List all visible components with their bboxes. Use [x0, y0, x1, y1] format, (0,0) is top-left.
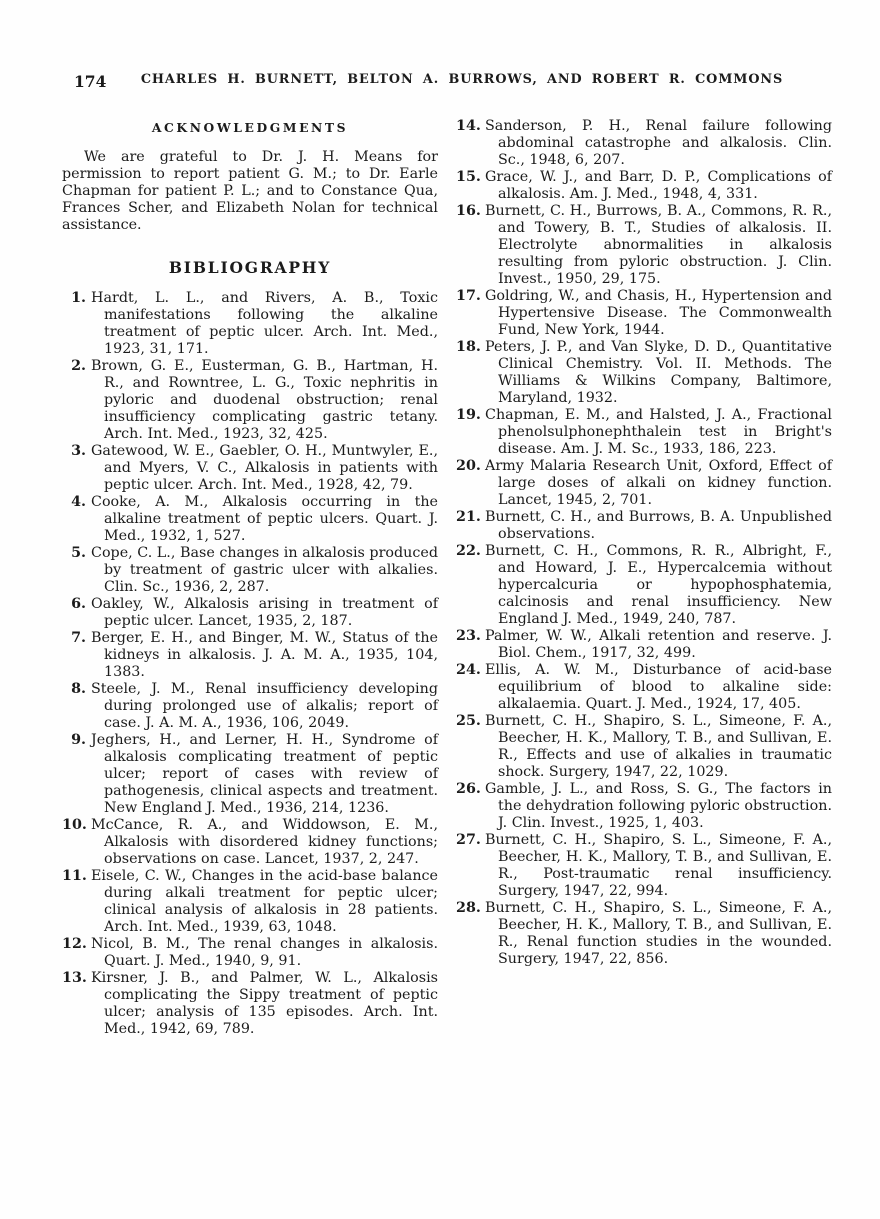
reference-text: Jeghers, H., and Lerner, H. H., Syndrome of alkalosis complicating treatment of peptic ulcer; report of cases with review of pathogenesis, clinical aspects and treatment. New England J. Med., 1936, 214, 1236.: [91, 732, 438, 816]
reference-text: Burnett, C. H., and Burrows, B. A. Unpublished observations.: [485, 509, 832, 542]
reference-text: Burnett, C. H., Shapiro, S. L., Simeone, F. A., Beecher, H. K., Mallory, T. B., and Sullivan, E. R., Post-traumatic renal insufficiency. Surgery, 1947, 22, 994.: [485, 832, 832, 899]
reference-item: [62, 596, 438, 630]
reference-text: Chapman, E. M., and Halsted, J. A., Fractional phenolsulphonephthalein test in Bright's disease. Am. J. M. Sc., 1933, 186, 223.: [485, 407, 832, 457]
reference-item: [456, 832, 832, 900]
reference-number: 24.: [456, 662, 481, 678]
reference-item: [456, 543, 832, 628]
reference-text: Gatewood, W. E., Gaebler, O. H., Muntwyler, E., and Myers, V. C., Alkalosis in patients with peptic ulcer. Arch. Int. Med., 1928, 42, 79.: [91, 443, 438, 493]
reference-item: [456, 662, 832, 713]
reference-number: 5.: [71, 545, 86, 561]
reference-item: [456, 713, 832, 781]
reference-text: Gamble, J. L., and Ross, S. G., The factors in the dehydration following pyloric obstruction. J. Clin. Invest., 1925, 1, 403.: [485, 781, 832, 831]
left-column: [62, 118, 438, 1038]
reference-number: 25.: [456, 713, 481, 729]
reference-number: 9.: [71, 732, 86, 748]
reference-number: 1.: [71, 290, 86, 306]
reference-number: 3.: [71, 443, 86, 459]
reference-number: 17.: [456, 288, 481, 304]
reference-number: 7.: [71, 630, 86, 646]
reference-number: 11.: [62, 868, 87, 884]
reference-number: 27.: [456, 832, 481, 848]
reference-item: [62, 970, 438, 1038]
reference-item: [62, 290, 438, 358]
reference-item: [456, 118, 832, 169]
reference-item: [62, 936, 438, 970]
reference-number: 21.: [456, 509, 481, 525]
reference-number: 6.: [71, 596, 86, 612]
reference-text: Berger, E. H., and Binger, M. W., Status of the kidneys in alkalosis. J. A. M. A., 1935, 104, 1383.: [91, 630, 438, 680]
reference-text: Peters, J. P., and Van Slyke, D. D., Quantitative Clinical Chemistry. Vol. II. Methods. The Williams & Wilkins Company, Baltimore, Maryland, 1932.: [485, 339, 832, 406]
reference-item: [456, 900, 832, 968]
reference-item: [456, 407, 832, 458]
reference-text: Burnett, C. H., Burrows, B. A., Commons, R. R., and Towery, B. T., Studies of alkalosis. II. Electrolyte abnormalities in alkalosis resulting from pyloric obstruction. J. Clin. Invest., 1950, 29, 175.: [485, 203, 832, 287]
acknowledgments-paragraph: We are grateful to Dr. J. H. Means for permission to report patient G. M.; to Dr. Earle Chapman for patient P. L.; and to Constance Qua, Frances Scher, and Elizabeth Nolan for technical assistance.: [62, 149, 438, 233]
reference-item: [62, 817, 438, 868]
reference-item: [456, 339, 832, 407]
reference-item: [456, 203, 832, 288]
reference-item: [456, 509, 832, 543]
reference-item: [62, 630, 438, 681]
reference-item: [62, 681, 438, 732]
reference-text: Brown, G. E., Eusterman, G. B., Hartman, H. R., and Rowntree, L. G., Toxic nephritis in pyloric and duodenal obstruction; renal insufficiency complicating gastric tetany. Arch. Int. Med., 1923, 32, 425.: [91, 358, 438, 442]
reference-text: Palmer, W. W., Alkali retention and reserve. J. Biol. Chem., 1917, 32, 499.: [485, 628, 832, 661]
reference-number: 19.: [456, 407, 481, 423]
reference-text: Burnett, C. H., Commons, R. R., Albright, F., and Howard, J. E., Hypercalcemia without hypercalcuria or hypophosphatemia, calcinosis and renal insufficiency. New England J. Med., 1949, 240, 787.: [485, 543, 832, 627]
reference-number: 23.: [456, 628, 481, 644]
reference-text: Cooke, A. M., Alkalosis occurring in the alkaline treatment of peptic ulcers. Quart. J. Med., 1932, 1, 527.: [91, 494, 438, 544]
reference-text: Burnett, C. H., Shapiro, S. L., Simeone, F. A., Beecher, H. K., Mallory, T. B., and Sullivan, E. R., Renal function studies in the wounded. Surgery, 1947, 22, 856.: [485, 900, 832, 967]
reference-text: Kirsner, J. B., and Palmer, W. L., Alkalosis complicating the Sippy treatment of peptic ulcer; analysis of 135 episodes. Arch. Int. Med., 1942, 69, 789.: [91, 970, 438, 1037]
two-column-body: [62, 118, 832, 1038]
reference-item: [456, 169, 832, 203]
reference-item: [62, 545, 438, 596]
acknowledgments-heading: ACKNOWLEDGMENTS: [151, 120, 349, 135]
reference-number: 13.: [62, 970, 87, 986]
reference-text: Burnett, C. H., Shapiro, S. L., Simeone, F. A., Beecher, H. K., Mallory, T. B., and Sullivan, E. R., Effects and use of alkalies in traumatic shock. Surgery, 1947, 22, 1029.: [485, 713, 832, 780]
reference-text: Cope, C. L., Base changes in alkalosis produced by treatment of gastric ulcer with alkalies. Clin. Sc., 1936, 2, 287.: [91, 545, 438, 595]
reference-text: Grace, W. J., and Barr, D. P., Complications of alkalosis. Am. J. Med., 1948, 4, 331.: [485, 169, 832, 202]
reference-text: Eisele, C. W., Changes in the acid-base balance during alkali treatment for peptic ulcer; clinical analysis of alkalosis in 28 patients. Arch. Int. Med., 1939, 63, 1048.: [91, 868, 438, 935]
reference-item: [62, 494, 438, 545]
running-head: CHARLES H. BURNETT, BELTON A. BURROWS, AND ROBERT R. COMMONS: [140, 72, 784, 87]
reference-text: Goldring, W., and Chasis, H., Hypertension and Hypertensive Disease. The Commonwealth Fund, New York, 1944.: [485, 288, 832, 338]
reference-item: [62, 732, 438, 817]
reference-number: 10.: [62, 817, 87, 833]
reference-text: Hardt, L. L., and Rivers, A. B., Toxic manifestations following the alkaline treatment of peptic ulcer. Arch. Int. Med., 1923, 31, 171.: [91, 290, 438, 357]
reference-item: [456, 458, 832, 509]
reference-text: Sanderson, P. H., Renal failure following abdominal catastrophe and alkalosis. Clin. Sc., 1948, 6, 207.: [485, 118, 832, 168]
bibliography-heading: BIBLIOGRAPHY: [168, 258, 332, 277]
reference-item: [62, 358, 438, 443]
reference-number: 18.: [456, 339, 481, 355]
reference-number: 22.: [456, 543, 481, 559]
reference-number: 12.: [62, 936, 87, 952]
reference-text: Oakley, W., Alkalosis arising in treatment of peptic ulcer. Lancet, 1935, 2, 187.: [91, 596, 438, 629]
reference-number: 2.: [71, 358, 86, 374]
right-column: [456, 118, 832, 1038]
reference-number: 14.: [456, 118, 481, 134]
reference-number: 8.: [71, 681, 86, 697]
reference-item: [62, 443, 438, 494]
reference-number: 20.: [456, 458, 481, 474]
reference-number: 15.: [456, 169, 481, 185]
reference-text: Nicol, B. M., The renal changes in alkalosis. Quart. J. Med., 1940, 9, 91.: [91, 936, 438, 969]
reference-number: 4.: [71, 494, 86, 510]
reference-number: 26.: [456, 781, 481, 797]
reference-text: Army Malaria Research Unit, Oxford, Effect of large doses of alkali on kidney function. Lancet, 1945, 2, 701.: [485, 458, 832, 508]
page-number: 174: [74, 72, 107, 91]
reference-number: 28.: [456, 900, 481, 916]
reference-item: [456, 288, 832, 339]
page-header: [62, 72, 832, 94]
reference-item: [62, 868, 438, 936]
reference-text: McCance, R. A., and Widdowson, E. M., Alkalosis with disordered kidney functions; observations on case. Lancet, 1937, 2, 247.: [91, 817, 438, 867]
reference-item: [456, 781, 832, 832]
reference-text: Ellis, A. W. M., Disturbance of acid-base equilibrium of blood to alkaline side: alkalaemia. Quart. J. Med., 1924, 17, 405.: [485, 662, 832, 712]
reference-number: 16.: [456, 203, 481, 219]
reference-text: Steele, J. M., Renal insufficiency developing during prolonged use of alkalis; report of case. J. A. M. A., 1936, 106, 2049.: [91, 681, 438, 731]
reference-item: [456, 628, 832, 662]
